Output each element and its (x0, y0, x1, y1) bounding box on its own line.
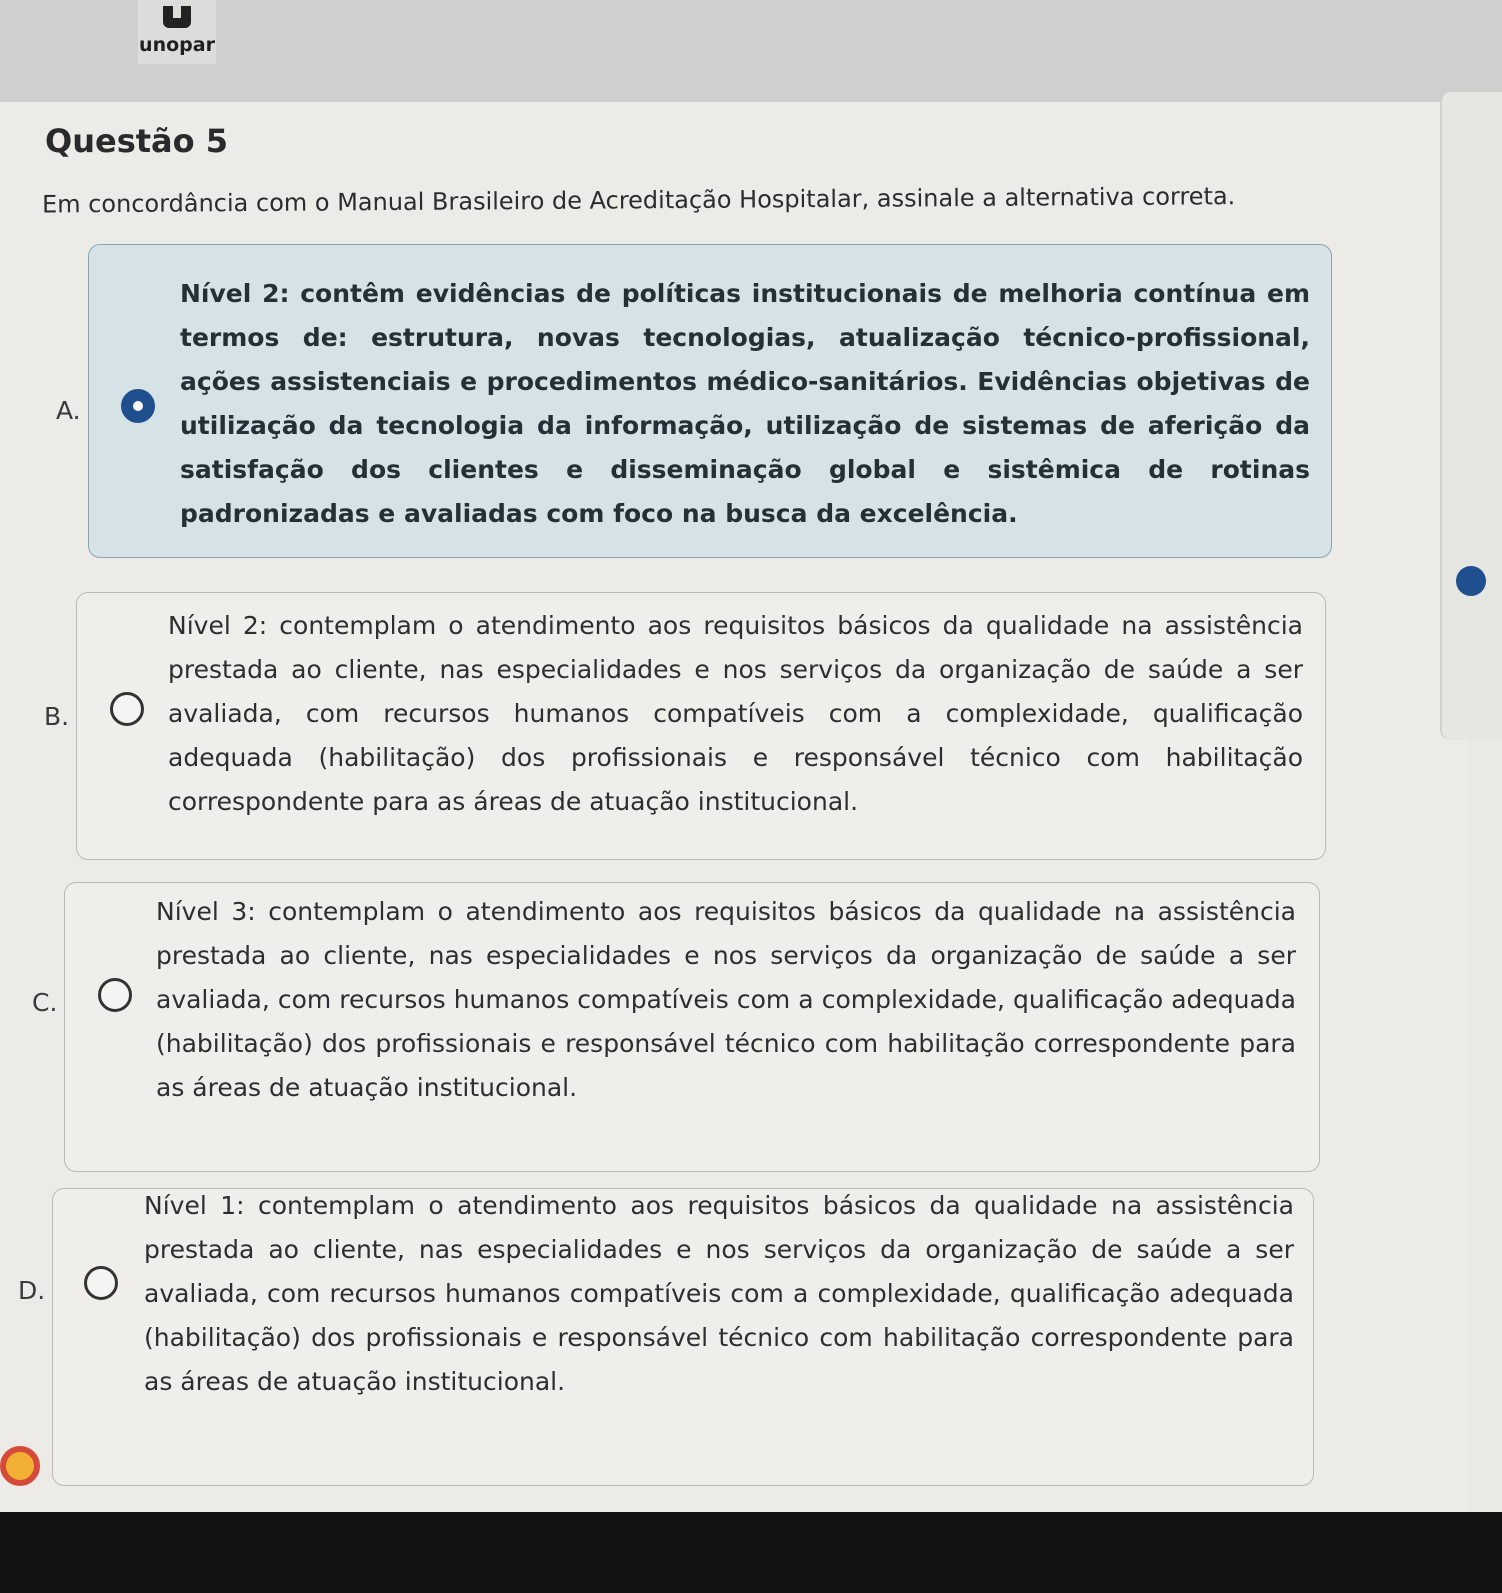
unopar-logo (138, 0, 216, 64)
option-a-radio[interactable] (121, 389, 155, 423)
option-b-letter: B. (44, 702, 70, 731)
option-d-radio[interactable] (84, 1266, 118, 1300)
option-b-text: Nível 2: contemplam o atendimento aos requisitos básicos da qualidade na assistência prestada ao cliente, nas especialidades e nos serviços da organização de saúde a ser avaliada, com recursos humanos compatíveis com a complexidade, qualificação adequada (habilitação) dos profissionais e responsável técnico com habilitação correspondente para as áreas de atuação institucional. (168, 611, 1303, 816)
logo-icon (163, 6, 191, 28)
side-progress-icon (1456, 566, 1486, 596)
logo-text: unopar (139, 34, 215, 56)
option-c-letter: C. (32, 988, 58, 1017)
header-bar (0, 0, 1502, 102)
option-d-letter: D. (18, 1276, 46, 1305)
monitor-bezel (0, 1512, 1502, 1593)
option-c-text: Nível 3: contemplam o atendimento aos requisitos básicos da qualidade na assistência prestada ao cliente, nas especialidades e nos serviços da organização de saúde a ser avaliada, com recursos humanos compatíveis com a complexidade, qualificação adequada (habilitação) dos profissionais e responsável técnico com habilitação correspondente para as áreas de atuação institucional. (156, 897, 1296, 1102)
option-d-text: Nível 1: contemplam o atendimento aos requisitos básicos da qualidade na assistência prestada ao cliente, nas especialidades e nos serviços da organização de saúde a ser avaliada, com recursos humanos compatíveis com a complexidade, qualificação adequada (habilitação) dos profissionais e responsável técnico com habilitação correspondente para as áreas de atuação institucional. (144, 1191, 1294, 1396)
option-b-radio[interactable] (110, 692, 144, 726)
option-c-radio[interactable] (98, 978, 132, 1012)
question-prompt: Em concordância com o Manual Brasileiro de Acreditação Hospitalar, assinale a alternativa correta. (41, 182, 1236, 219)
option-a-letter: A. (56, 396, 81, 425)
question-title: Questão 5 (45, 122, 229, 160)
option-a-text: Nível 2: contêm evidências de políticas institucionais de melhoria contínua em termos de: estrutura, novas tecnologias, atualização técnico-profissional, ações assistenciais e procedimentos médico-sanitários. Evidências objetivas de utilização da tecnologia da informação, utilização de sistemas de aferição da satisfação dos clientes e disseminação global e sistêmica de rotinas padronizadas e avaliadas com foco na busca da excelência. (180, 279, 1310, 528)
side-panel[interactable] (1440, 92, 1502, 740)
chrome-icon[interactable] (0, 1446, 40, 1486)
